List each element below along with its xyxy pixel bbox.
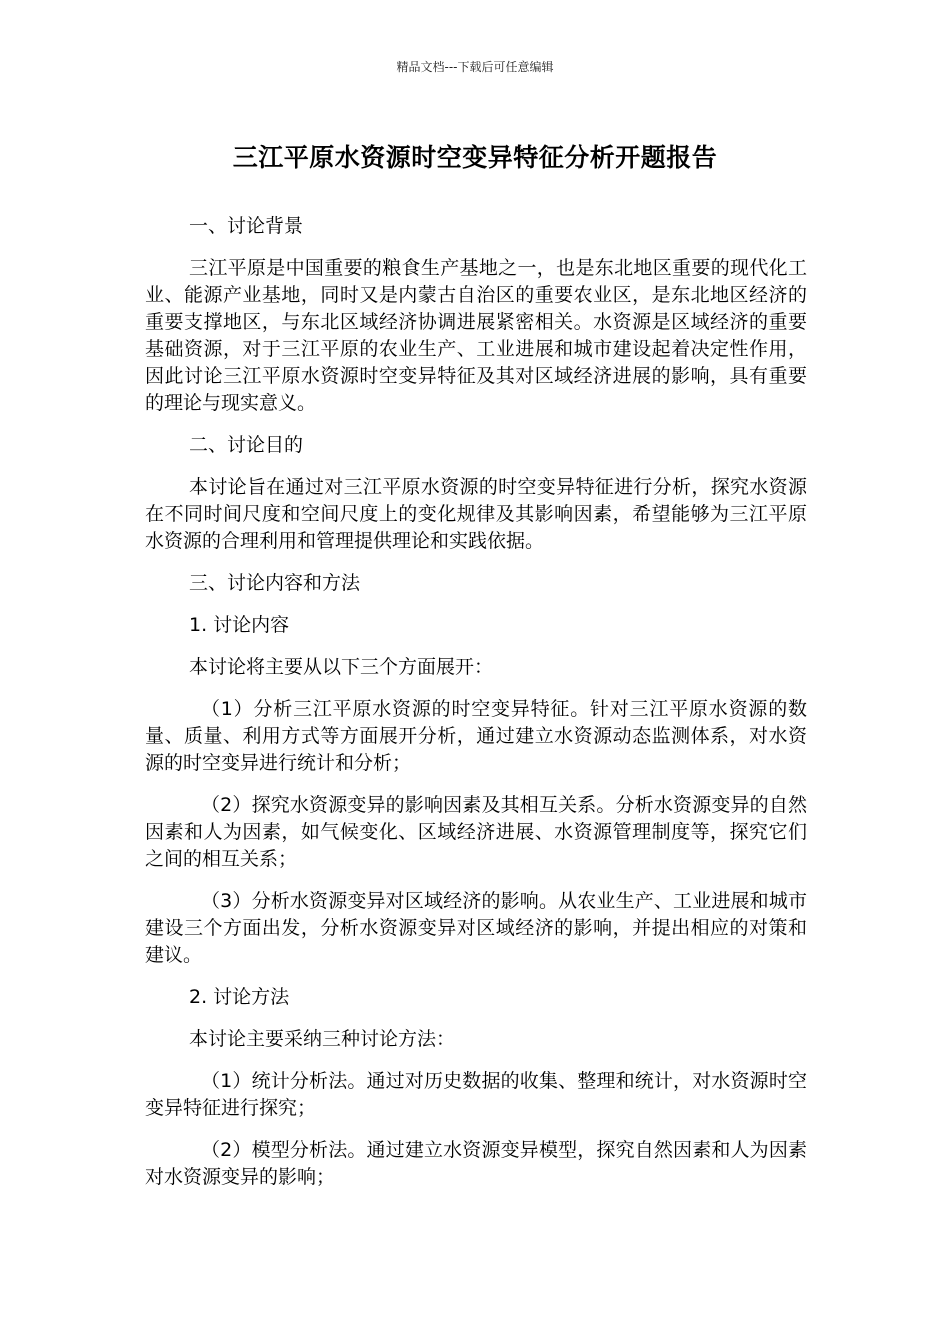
section-heading-content-method: 三、讨论内容和方法 — [189, 572, 361, 594]
paragraph-background: 三江平原是中国重要的粮食生产基地之一，也是东北地区重要的现代化工业、能源产业基地，同时又是内蒙古自治区的重要农业区，是东北地区经济的重要支撑地区，与东北区域经济协调进展紧密相关。水资源是区域经济的重要基础资源，对于三江平原的农业生产、工业进展和城市建设起着决定性作用，因此讨论三江平原水资源时空变异特征及其对区域经济进展的影响，具有重要的理论与现实意义。 — [145, 257, 807, 414]
document-title: 三江平原水资源时空变异特征分析开题报告 — [232, 143, 718, 172]
paragraph-content-intro: 本讨论将主要从以下三个方面展开： — [189, 656, 494, 678]
list-item: （3）分析水资源变异对区域经济的影响。从农业生产、工业进展和城市建设三个方面出发，分析水资源变异对区域经济的影响，并提出相应的对策和建议。 — [145, 890, 807, 966]
list-item: （1）统计分析法。通过对历史数据的收集、整理和统计，对水资源时空变异特征进行探究； — [145, 1070, 807, 1119]
document-body — [145, 213, 807, 1206]
paragraph-method-intro: 本讨论主要采纳三种讨论方法： — [189, 1028, 456, 1050]
subsection-heading-method: 2. 讨论方法 — [189, 986, 290, 1008]
list-item: （2）模型分析法。通过建立水资源变异模型，探究自然因素和人为因素对水资源变异的影响； — [145, 1139, 807, 1188]
page-header: 精品文档---下载后可任意编辑 — [396, 60, 554, 74]
paragraph-purpose: 本讨论旨在通过对三江平原水资源的时空变异特征进行分析，探究水资源在不同时间尺度和空间尺度上的变化规律及其影响因素，希望能够为三江平原水资源的合理利用和管理提供理论和实践依据。 — [145, 476, 807, 552]
subsection-heading-content: 1. 讨论内容 — [189, 614, 290, 636]
section-heading-purpose: 二、讨论目的 — [189, 434, 304, 456]
list-item: （2）探究水资源变异的影响因素及其相互关系。分析水资源变异的自然因素和人为因素，如气候变化、区域经济进展、水资源管理制度等，探究它们之间的相互关系； — [145, 794, 807, 870]
list-item: （1）分析三江平原水资源的时空变异特征。针对三江平原水资源的数量、质量、利用方式等方面展开分析，通过建立水资源动态监测体系，对水资源的时空变异进行统计和分析； — [145, 698, 807, 774]
section-heading-background: 一、讨论背景 — [189, 215, 304, 237]
